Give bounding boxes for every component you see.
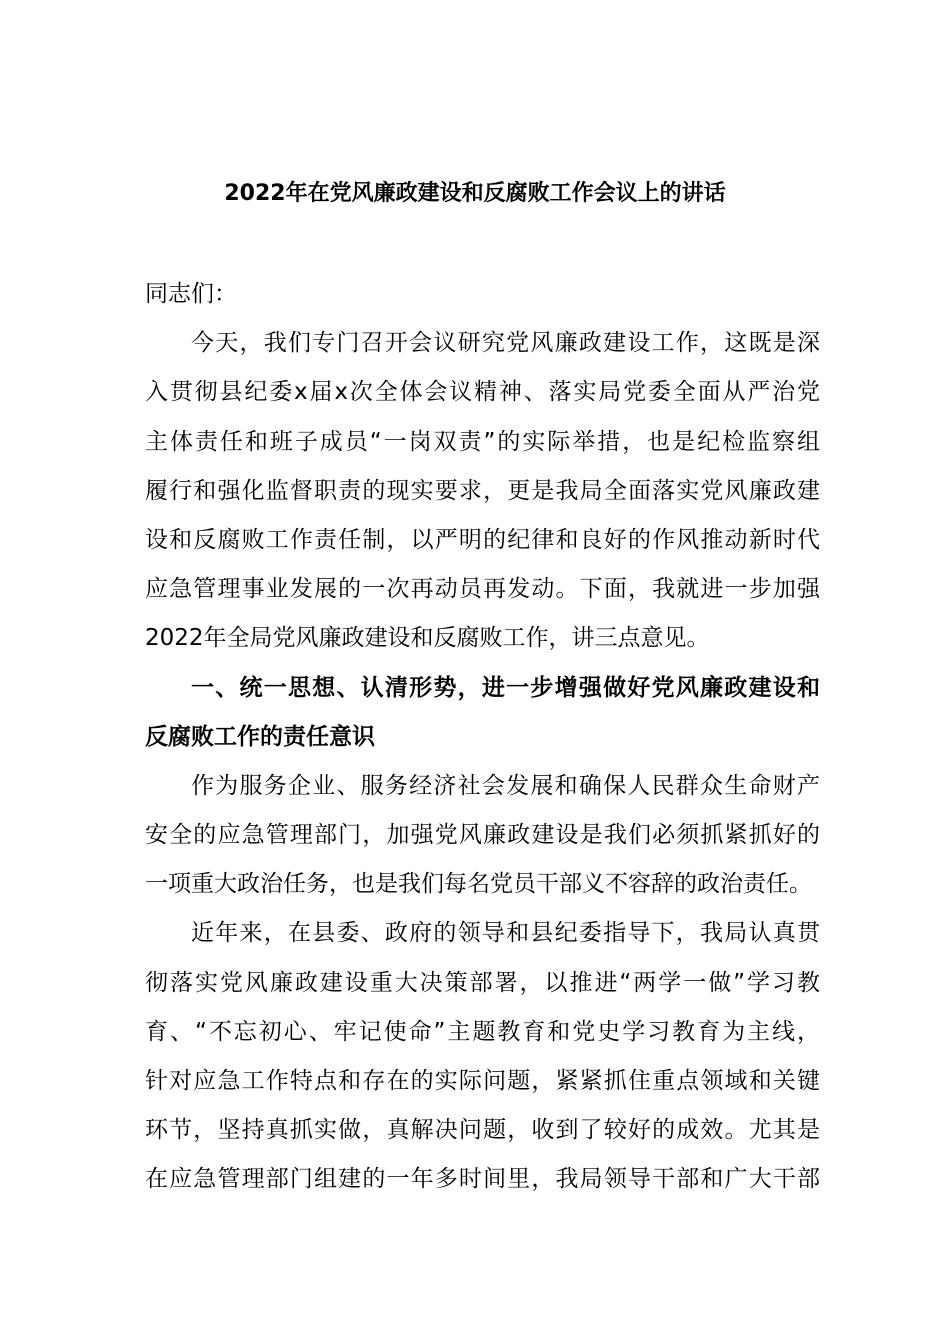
paragraph-line: 设和反腐败工作责任制，以严明的纪律和良好的作风推动新时代: [145, 526, 820, 553]
paragraph-line: 在应急管理部门组建的一年多时间里，我局领导干部和广大干部: [145, 1166, 820, 1193]
paragraph-line: 一项重大政治任务，也是我们每名党员干部义不容辞的政治责任。: [145, 871, 812, 898]
paragraph-line: 入贯彻县纪委x届x次全体会议精神、落实局党委全面从严治党: [145, 379, 820, 406]
paragraph-line: 育、“不忘初心、牢记使命”主题教育和党史学习教育为主线，: [145, 1018, 820, 1045]
paragraph-line: 近年来，在县委、政府的领导和县纪委指导下，我局认真贯: [191, 920, 820, 947]
paragraph-line: 针对应急工作特点和存在的实际问题，紧紧抓住重点领域和关键: [145, 1068, 820, 1094]
paragraph-line: 今天，我们专门召开会议研究党风廉政建设工作，这既是深: [191, 330, 820, 357]
paragraph-line: 彻落实党风廉政建设重大决策部署，以推进“两学一做”学习教: [145, 969, 820, 996]
paragraph-line: 履行和强化监督职责的现实要求，更是我局全面落实党风廉政建: [145, 477, 820, 504]
salutation: 同志们：: [145, 281, 237, 307]
paragraph-line: 安全的应急管理部门，加强党风廉政建设是我们必须抓紧抓好的: [145, 822, 820, 849]
paragraph-line: 作为服务企业、服务经济社会发展和确保人民群众生命财产: [191, 772, 820, 799]
paragraph-line: 应急管理事业发展的一次再动员再发动。下面，我就进一步加强: [145, 576, 820, 603]
document-title: 2022年在党风廉政建设和反腐败工作会议上的讲话: [224, 181, 726, 206]
paragraph-line: 主体责任和班子成员“一岗双责”的实际举措，也是纪检监察组: [145, 428, 820, 455]
section-heading-line: 反腐败工作的责任意识: [145, 723, 375, 750]
section-heading-line: 一、统一思想、认清形势，进一步增强做好党风廉政建设和: [191, 674, 820, 701]
paragraph-line: 2022年全局党风廉政建设和反腐败工作，讲三点意见。: [145, 625, 710, 652]
paragraph-line: 环节，坚持真抓实做，真解决问题，收到了较好的成效。尤其是: [145, 1117, 820, 1144]
document-body: [145, 270, 820, 1205]
